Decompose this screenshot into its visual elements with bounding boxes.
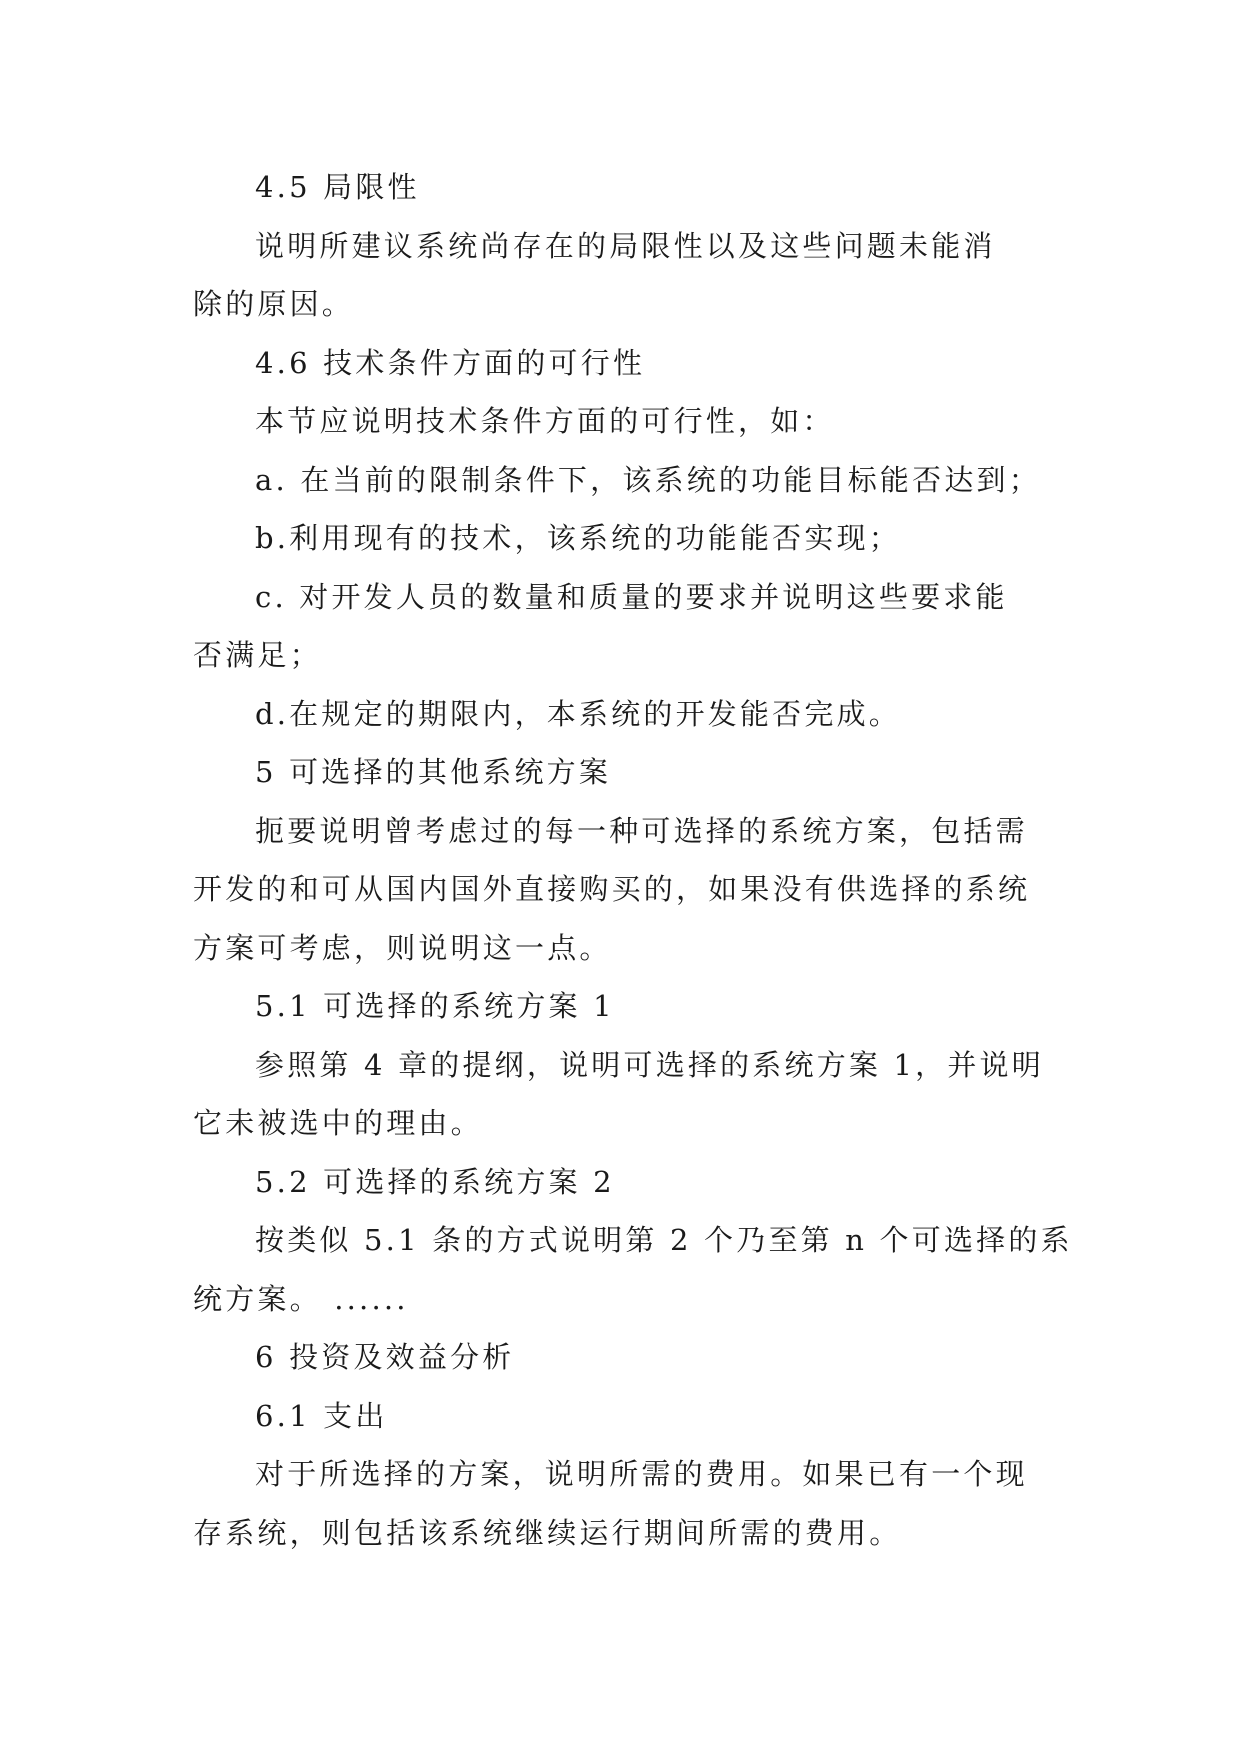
list-item-b: b.利用现有的技术，该系统的功能能否实现； xyxy=(255,521,901,555)
paragraph-line: 按类似 5.1 条的方式说明第 2 个乃至第 n 个可选择的系 xyxy=(255,1223,1073,1257)
list-item-c-continued: 否满足； xyxy=(193,638,322,672)
section-heading-5-2: 5.2 可选择的系统方案 2 xyxy=(255,1164,615,1199)
list-item-a: a. 在当前的限制条件下，该系统的功能目标能否达到； xyxy=(255,462,1041,497)
section-heading-5: 5 可选择的其他系统方案 xyxy=(255,755,612,789)
paragraph-line: 它未被选中的理由。 xyxy=(193,1106,483,1140)
paragraph-line: 说明所建议系统尚存在的局限性以及这些问题未能消 xyxy=(255,228,996,263)
section-heading-6-1: 6.1 支出 xyxy=(255,1398,388,1433)
paragraph-line: 方案可考虑，则说明这一点。 xyxy=(193,930,612,965)
paragraph-line: 本节应说明技术条件方面的可行性，如： xyxy=(255,404,835,438)
document-body xyxy=(193,158,1073,1562)
paragraph-line: 开发的和可从国内国外直接购买的，如果没有供选择的系统 xyxy=(193,872,1031,906)
section-heading-6: 6 投资及效益分析 xyxy=(255,1340,515,1374)
section-heading-4-6: 4.6 技术条件方面的可行性 xyxy=(255,345,646,380)
list-item-c: c. 对开发人员的数量和质量的要求并说明这些要求能 xyxy=(255,579,1008,614)
list-item-d: d.在规定的期限内，本系统的开发能否完成。 xyxy=(255,696,901,731)
paragraph-line: 除的原因。 xyxy=(193,287,355,321)
section-heading-4-5: 4.5 局限性 xyxy=(255,170,420,204)
paragraph-line: 对于所选择的方案，说明所需的费用。如果已有一个现 xyxy=(255,1457,1028,1491)
paragraph-line: 参照第 4 章的提纲，说明可选择的系统方案 1，并说明 xyxy=(255,1047,1044,1082)
paragraph-line: 存系统，则包括该系统继续运行期间所需的费用。 xyxy=(193,1515,902,1550)
section-heading-5-1: 5.1 可选择的系统方案 1 xyxy=(255,989,615,1023)
paragraph-line: 扼要说明曾考虑过的每一种可选择的系统方案，包括需 xyxy=(255,813,1028,848)
paragraph-line: 统方案。 ...... xyxy=(193,1281,409,1316)
